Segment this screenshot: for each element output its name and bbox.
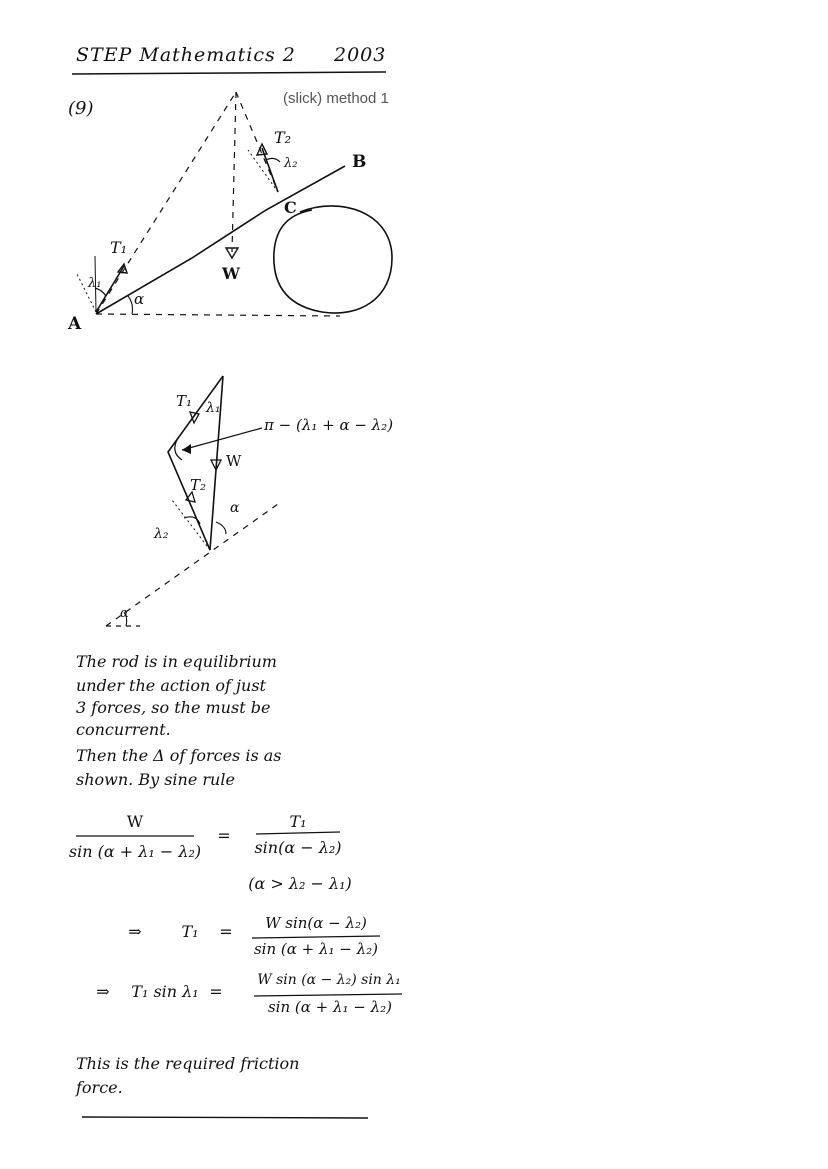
horizontal-dashed <box>96 314 340 316</box>
lambda2-arc <box>266 158 280 162</box>
label-lambda1: λ₁ <box>88 276 102 291</box>
eq3-arrow: ⇒ <box>96 982 110 1001</box>
header-title: STEP Mathematics 2 <box>76 44 296 66</box>
eq1-lhs-den: sin (α + λ₁ − λ₂) <box>68 842 202 861</box>
eq3-eq: = <box>209 982 223 1001</box>
label-t1: T₁ <box>110 238 128 257</box>
tri-label-angle: π − (λ₁ + α − λ₂) <box>264 416 394 434</box>
label-a: A <box>68 314 82 334</box>
header-year: 2003 <box>334 44 387 66</box>
tri-label-t2: T₂ <box>190 476 207 494</box>
angle-pointer <box>182 428 262 450</box>
text-line-1: The rod is in equilibrium <box>76 652 277 671</box>
tri-alpha-arc <box>216 522 226 534</box>
angle-pointer-head <box>182 444 191 454</box>
tri-t1-arrowhead <box>190 412 199 423</box>
tri-label-t1: T₁ <box>176 392 193 410</box>
label-t2: T₂ <box>274 128 292 147</box>
tri-label-alpha-base: α <box>120 606 129 621</box>
text-line-2: under the action of just <box>76 676 266 695</box>
tri-label-lambda2: λ₂ <box>154 526 169 542</box>
label-alpha: α <box>134 290 145 308</box>
final-underline <box>82 1117 368 1118</box>
label-b: B <box>352 152 367 172</box>
eq2-lhs: T₁ <box>181 922 199 941</box>
text-line-3: 3 forces, so the must be <box>76 698 271 717</box>
tri-label-lambda1: λ₁ <box>206 400 221 416</box>
text-line-5: Then the Δ of forces is as <box>76 746 282 765</box>
text-line-4: concurrent. <box>76 720 171 739</box>
eq2-bar <box>252 936 380 938</box>
question-number: (9) <box>68 98 94 119</box>
eq1-rhs-num: T₁ <box>289 812 307 831</box>
eq3-num: W sin (α − λ₂) sin λ₁ <box>257 972 401 988</box>
slope-line <box>106 504 278 626</box>
dashed-a-apex <box>96 92 236 314</box>
method-note: (slick) method 1 <box>283 90 389 107</box>
eq2-den: sin (α + λ₁ − λ₂) <box>253 940 378 958</box>
text-line-6: shown. By sine rule <box>76 770 235 789</box>
eq1-right-bar <box>256 832 340 834</box>
label-c: C <box>284 198 297 217</box>
eq2-num: W sin(α − λ₂) <box>265 914 367 932</box>
label-w: W <box>222 264 240 283</box>
eq2-arrow: ⇒ <box>128 922 142 941</box>
header-underline <box>72 72 386 74</box>
condition: (α > λ₂ − λ₁) <box>248 874 352 893</box>
eq3-den: sin (α + λ₁ − λ₂) <box>267 998 392 1016</box>
normal-c-dotted <box>248 150 278 192</box>
conclusion-line-2: force. <box>76 1078 123 1097</box>
label-lambda2: λ₂ <box>284 156 298 171</box>
eq2-eq: = <box>219 922 233 941</box>
alpha-arc-a <box>128 296 133 314</box>
cylinder <box>274 206 392 313</box>
eq3-lhs: T₁ sin λ₁ <box>131 982 199 1001</box>
eq3-bar <box>254 994 402 996</box>
eq1-lhs-num: W <box>126 812 144 831</box>
conclusion-line-1: This is the required friction <box>76 1054 300 1073</box>
tri-label-alpha: α <box>230 500 240 516</box>
eq1-eq: = <box>217 826 231 845</box>
dashed-w-line <box>232 92 236 252</box>
tri-angle-arc <box>175 438 182 460</box>
eq1-rhs-den: sin(α − λ₂) <box>254 838 342 857</box>
tri-label-w: W <box>226 452 242 470</box>
